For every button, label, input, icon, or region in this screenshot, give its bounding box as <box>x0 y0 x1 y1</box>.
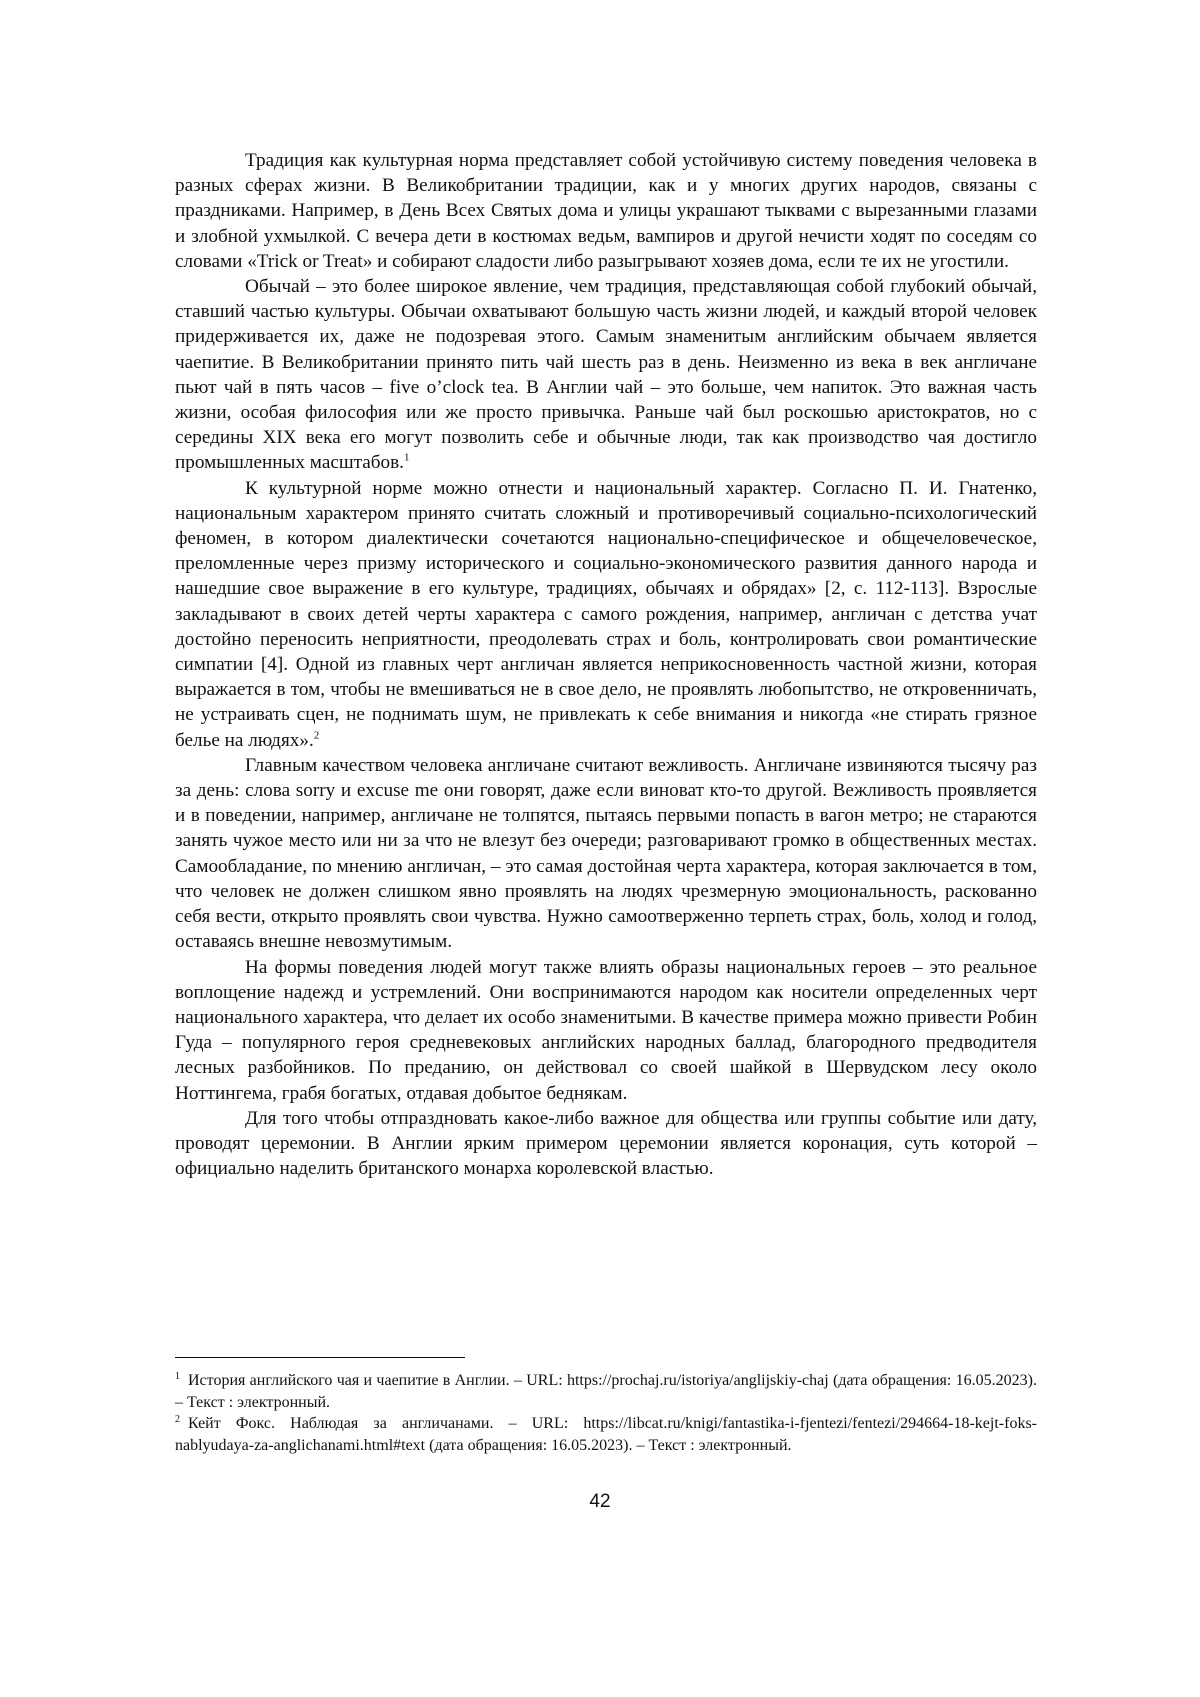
paragraph <box>175 274 1037 476</box>
footnote-mark: 1 <box>175 1370 180 1382</box>
paragraph-text: На формы поведения людей могут также влиять образы национальных героев – это реальное воплощение надежд и устремлений. Они воспринимаются народом как носители определенных черт национального характера, что делает их особо знаменитыми. В качестве примера можно привести Робин Гуда – популярного героя средневековых английских народных баллад, благородного предводителя лесных разбойников. По преданию, он действовал со своей шайкой в Шервудском лесу около Ноттингема, грабя богатых, отдавая добытое беднякам. <box>175 956 1037 1104</box>
paragraph-text: Для того чтобы отпраздновать какое-либо важное для общества или группы событие или дату, проводят церемонии. В Англии ярким примером церемонии является коронация, суть которой – официально наделить британского монарха королевской властью. <box>175 1107 1037 1180</box>
footnote-text: Кейт Фокс. Наблюдая за англичанами. – URL: https://libcat.ru/knigi/fantastika-i-fjentezi/fentezi/294664-18-kejt-foks-nablyudaya-za-anglichanami.html#text (дата обращения: 16.05.2023). – Текст : электронный. <box>175 1415 1037 1454</box>
footnotes <box>175 1370 1037 1456</box>
footnote-text: История английского чая и чаепитие в Англии. – URL: https://prochaj.ru/istoriya/anglijskiy-chaj (дата обращения: 16.05.2023). – Текст : электронный. <box>175 1372 1037 1411</box>
paragraph-text: Главным качеством человека англичане считают вежливость. Англичане извиняются тысячу раз за день: слова sorry и excuse me они говорят, даже если виноват кто-то другой. Вежливость проявляется и в поведении, например, англичане не толпятся, пытаясь первыми попасть в вагон метро; не стараются занять чужое место или ни за что не влезут без очереди; разговаривают громко в общественных местах. Самообладание, по мнению англичан, – это самая достойная черта характера, которая заключается в том, что человек не должен слишком явно проявлять на людях чрезмерную эмоциональность, раскованно себя вести, открыто проявлять свои чувства. Нужно самоотверженно терпеть страх, боль, холод и голод, оставаясь внешне невозмутимым. <box>175 754 1037 953</box>
footnote-divider <box>175 1357 465 1358</box>
footnote-reference[interactable]: 2 <box>313 729 320 742</box>
page-number: 42 <box>589 1491 611 1512</box>
footnote-mark: 2 <box>175 1413 180 1425</box>
footnote-reference[interactable]: 1 <box>403 452 410 465</box>
paragraph-text: Традиция как культурная норма представляет собой устойчивую систему поведения человека в разных сферах жизни. В Великобритании традиции, как и у многих других народов, связаны с праздниками. Например, в День Всех Святых дома и улицы украшают тыквами с вырезанными глазами и злобной ухмылкой. С вечера дети в костюмах ведьм, вампиров и другой нечисти ходят по соседям со словами «Trick or Treat» и собирают сладости либо разыгрывают хозяев дома, если те их не угостили. <box>175 150 1037 272</box>
paragraph <box>175 955 1037 1106</box>
paragraph <box>175 753 1037 955</box>
paragraph <box>175 148 1037 274</box>
footnote <box>175 1370 1037 1413</box>
paragraph <box>175 476 1037 753</box>
footnote <box>175 1413 1037 1456</box>
paragraph-text: Обычай – это более широкое явление, чем традиция, представляющая собой глубокий обычай, ставший частью культуры. Обычаи охватывают большую часть жизни людей, и каждый второй человек придерживается их, даже не подозревая этого. Самым знаменитым английским обычаем является чаепитие. В Великобритании принято пить чай шесть раз в день. Неизменно из века в век англичане пьют чай в пять часов – five o’clock tea. В Англии чай – это больше, чем напиток. Это важная часть жизни, особая философия или же просто привычка. Раньше чай был роскошью аристократов, но с середины XIX века его могут позволить себе и обычные люди, так как производство чая достигло промышленных масштабов. <box>175 276 1037 474</box>
paragraph-text: К культурной норме можно отнести и национальный характер. Согласно П. И. Гнатенко, национальным характером принято считать сложный и противоречивый социально-психологический феномен, в котором диалектически сочетаются национально-специфическое и общечеловеческое, преломленные через призму исторического и социально-экономического развития данного народа и нашедшие свое выражение в его культуре, традициях, обычаях и обрядах» [2, с. 112-113]. Взрослые закладывают в своих детей черты характера с самого рождения, например, англичан с детства учат достойно переносить неприятности, преодолевать страх и боль, контролировать свои романтические симпатии [4]. Одной из главных черт англичан является неприкосновенность частной жизни, которая выражается в том, чтобы не вмешиваться не в свое дело, не проявлять любопытство, не откровенничать, не устраивать сцен, не поднимать шум, не привлекать к себе внимания и никогда «не стирать грязное белье на людях». <box>175 477 1037 751</box>
body-text <box>175 148 1037 1181</box>
paragraph <box>175 1106 1037 1182</box>
